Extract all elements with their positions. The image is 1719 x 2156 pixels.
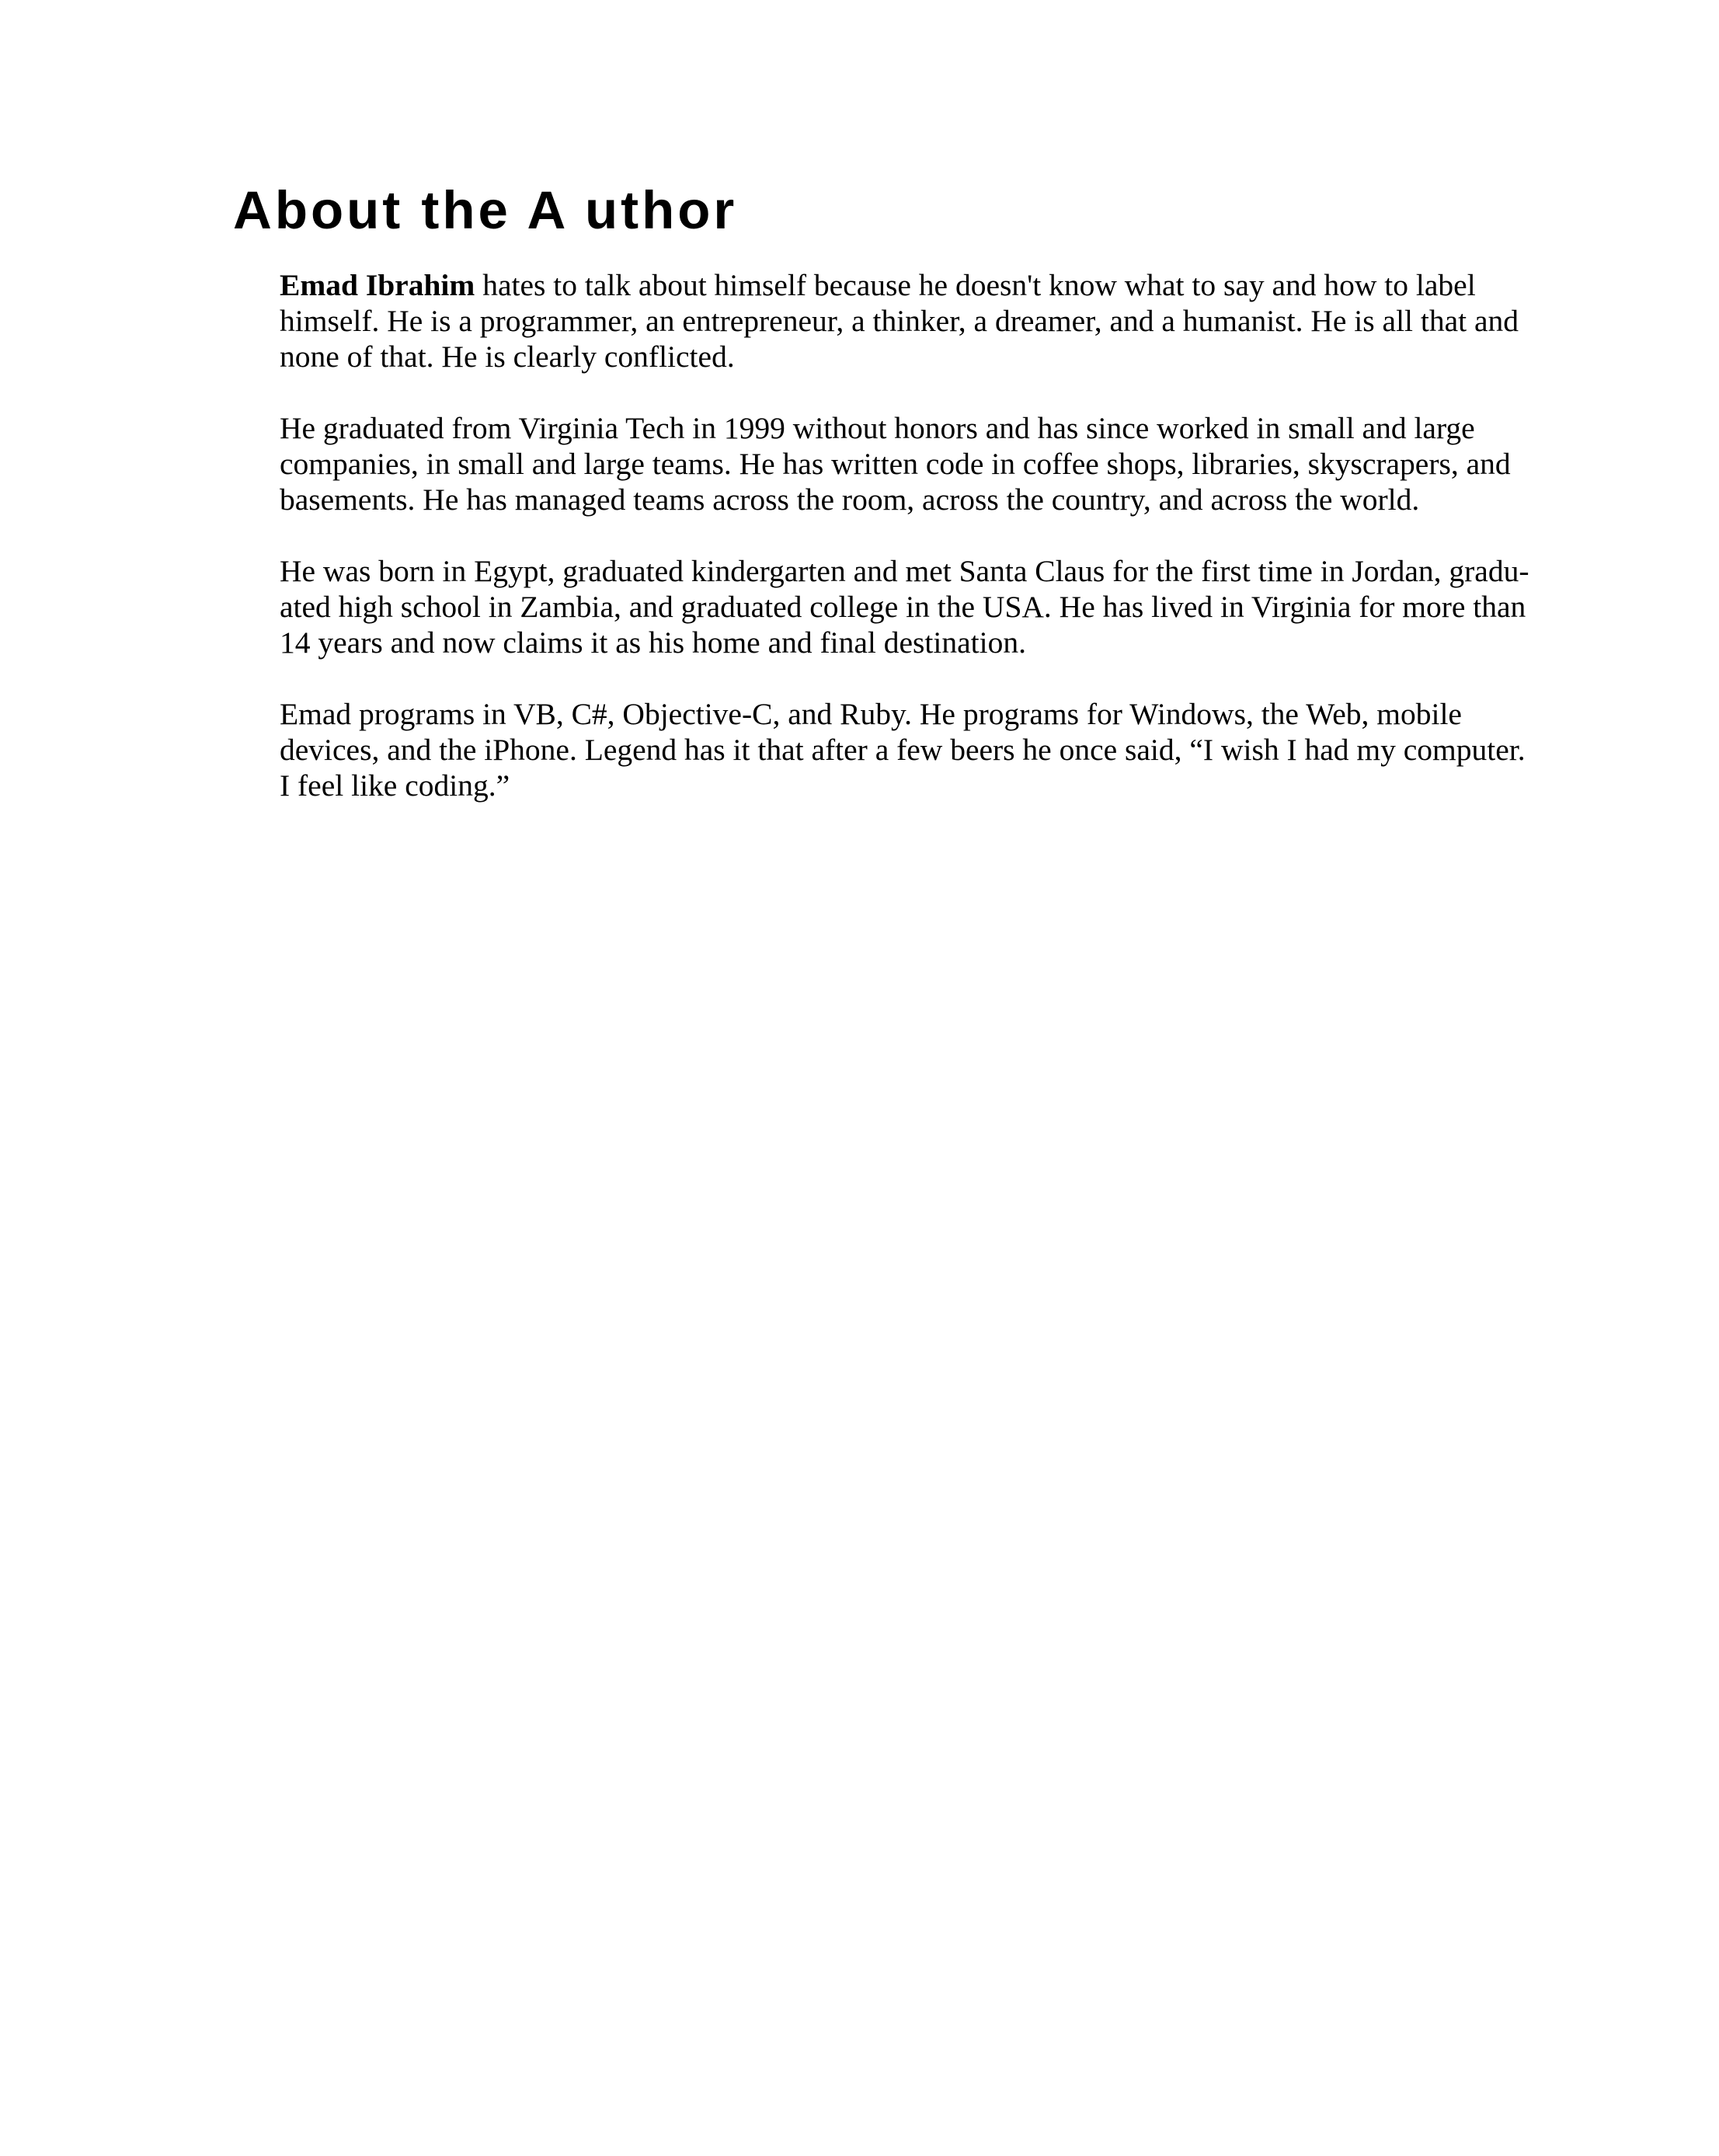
bio-paragraph-2 <box>280 410 1647 517</box>
author-name: Emad Ibrahim <box>280 268 475 302</box>
bio-line: basements. He has managed teams across the room, across the country, and across the world. <box>280 482 1420 517</box>
bio-paragraph-3 <box>280 553 1647 660</box>
bio-line: Emad programs in VB, C#, Objective-C, and Ruby. He programs for Windows, the Web, mobile <box>280 697 1462 731</box>
bio-line: none of that. He is clearly conflicted. <box>280 340 735 374</box>
bio-line: devices, and the iPhone. Legend has it that after a few beers he once said, “I wish I had my computer. <box>280 733 1526 767</box>
bio-paragraph-1 <box>280 267 1647 374</box>
bio-line <box>280 267 1647 303</box>
bio-line-text: hates to talk about himself because he doesn't know what to say and how to label <box>475 268 1476 302</box>
bio-line: 14 years and now claims it as his home and final destination. <box>280 625 1026 660</box>
bio-line: He was born in Egypt, graduated kindergarten and met Santa Claus for the first time in Jordan, gradu- <box>280 554 1529 588</box>
bio-line: himself. He is a programmer, an entrepreneur, a thinker, a dreamer, and a humanist. He is all that and <box>280 304 1519 338</box>
bio-line: ated high school in Zambia, and graduated college in the USA. He has lived in Virginia for more than <box>280 590 1526 624</box>
bio-line: companies, in small and large teams. He has written code in coffee shops, libraries, skyscrapers, and <box>280 447 1511 481</box>
bio-line: He graduated from Virginia Tech in 1999 without honors and has since worked in small and large <box>280 411 1475 445</box>
section-heading: About the A uthor <box>233 180 738 240</box>
bio-paragraph-4 <box>280 696 1647 803</box>
bio-line: I feel like coding.” <box>280 768 510 803</box>
author-bio <box>280 267 1647 803</box>
